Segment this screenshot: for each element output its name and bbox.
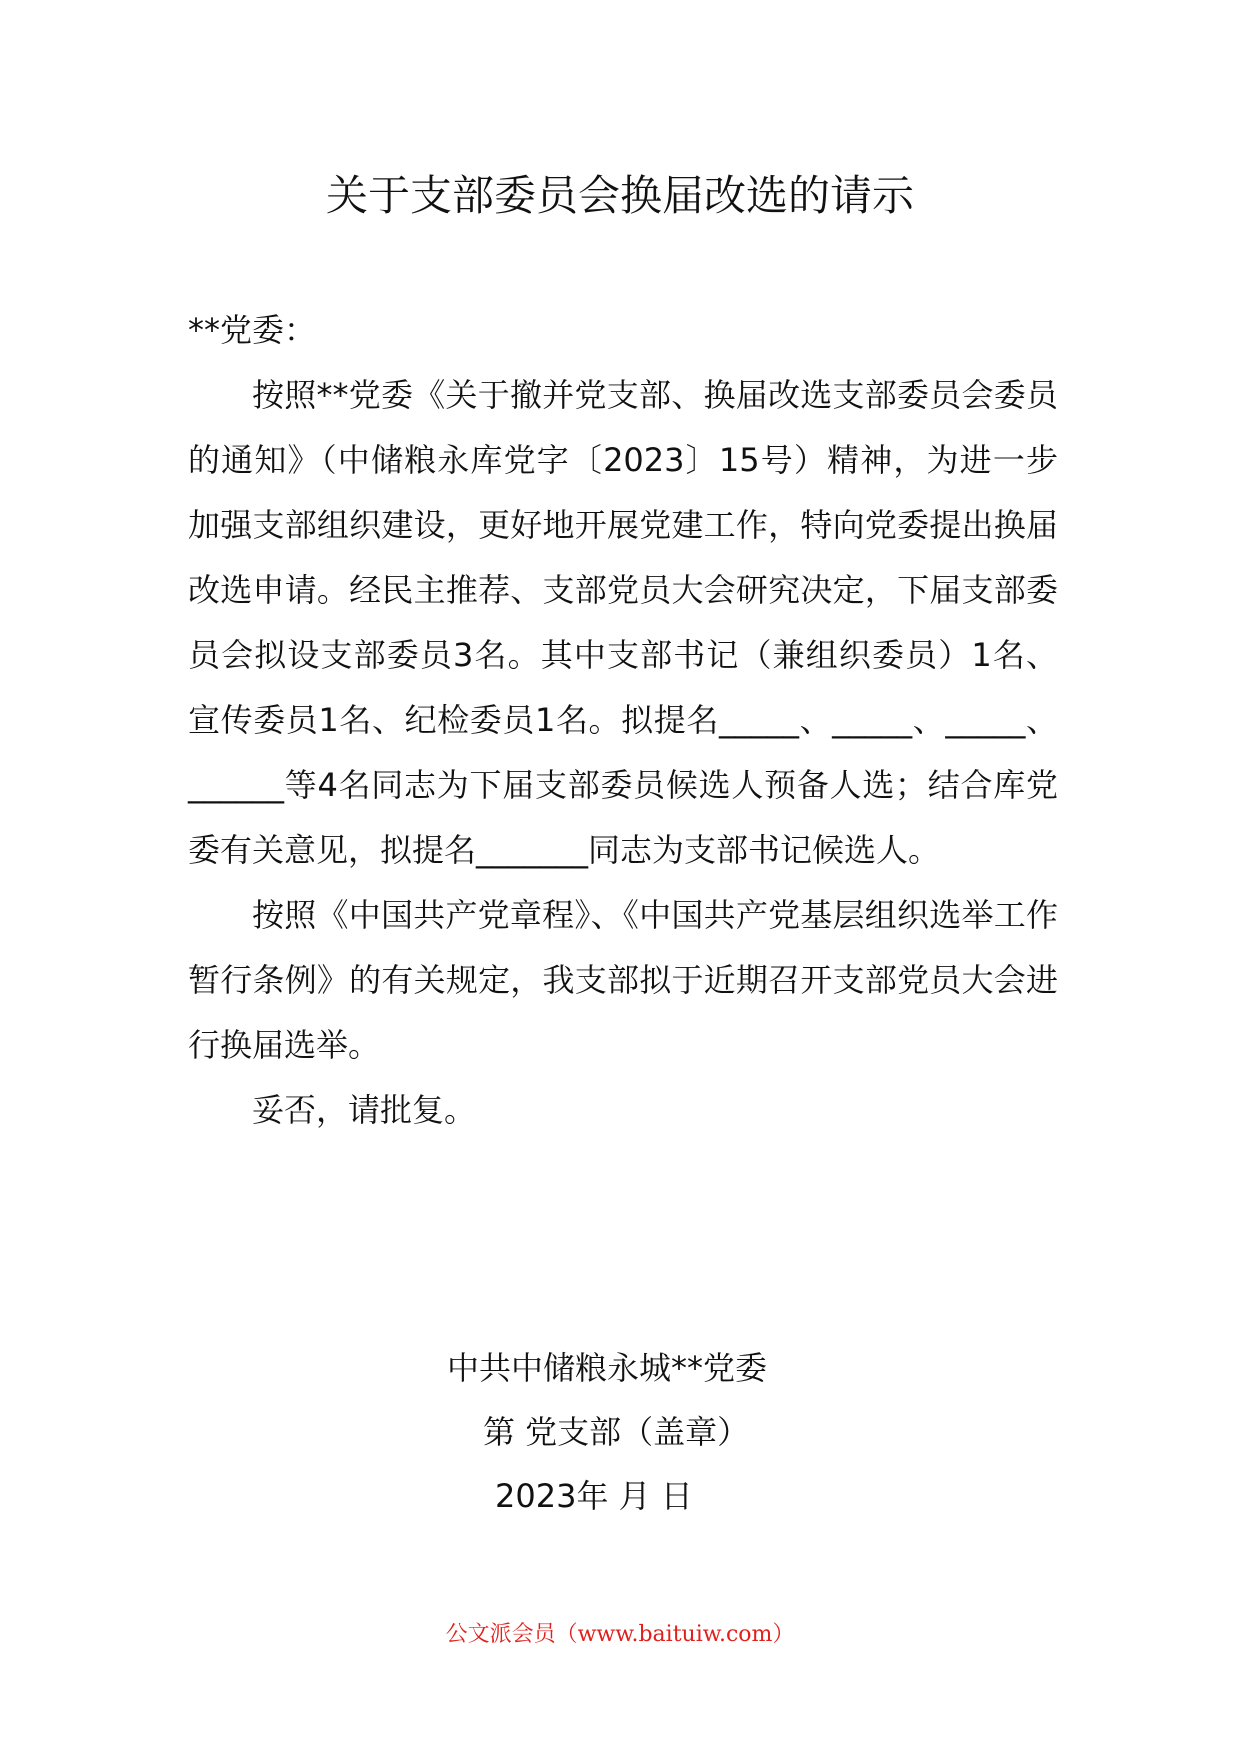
body-paragraph-1: 按照**党委《关于撤并党支部、换届改选支部委员会委员的通知》（中储粮永库党字〔2023〕15号）精神，为进一步加强支部组织建设，更好地开展党建工作，特向党委提出换届改选申请。经民主推荐、支部党员大会研究决定，下届支部委员会拟设支部委员3名。其中支部书记（兼组织委员）1名、宣传委员1名、纪检委员1名。拟提名_____、_____、_____、______等4名同志为下届支部委员候选人预备人选；结合库党委有关意见，拟提名_______同志为支部书记候选人。 [188,376,1058,869]
signature-organization: 中共中储粮永城**党委 [447,1349,768,1387]
body-paragraph-3: 妥否，请批复。 [252,1091,477,1129]
body-paragraph-2: 按照《中国共产党章程》、《中国共产党基层组织选举工作暂行条例》的有关规定，我支部拟于近期召开支部党员大会进行换届选举。 [188,896,1058,1064]
footer-watermark: 公文派会员（www.baituiw.com） [445,1622,795,1647]
signature-branch: 第 党支部（盖章） [483,1413,750,1451]
document-title: 关于支部委员会换届改选的请示 [325,171,914,220]
addressee: **党委： [188,311,317,349]
signature-date: 2023年 月 日 [495,1477,693,1515]
document-body [188,298,1058,1143]
